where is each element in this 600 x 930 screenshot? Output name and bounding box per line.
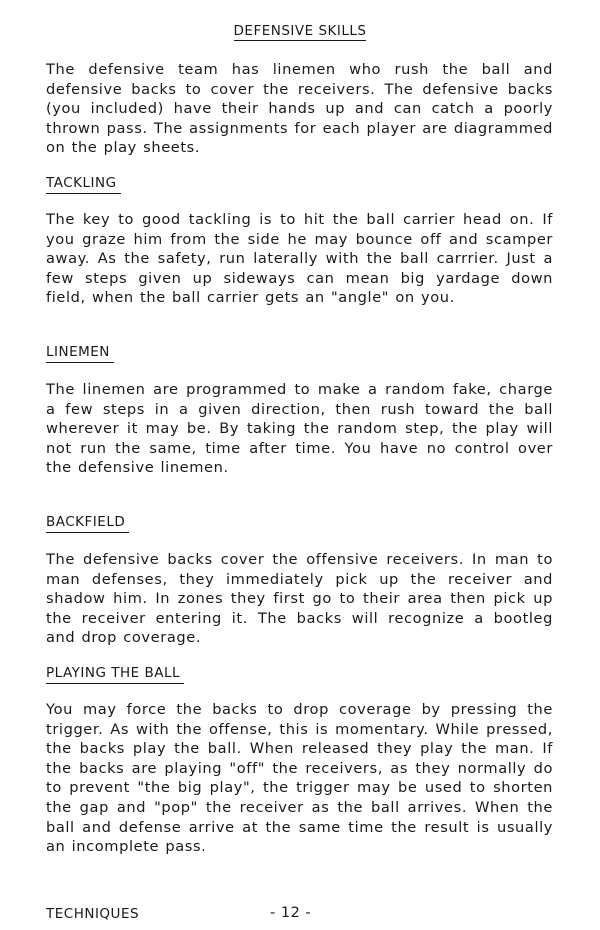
- linemen-paragraph: The linemen are programmed to make a random fake, charge a few steps in a given direction, then rush toward the ball wherever it may be. By taking the random step, the play will not run the same, time after time. You have no control over the defensive linemen.: [46, 381, 553, 477]
- section-heading-tackling: [46, 174, 121, 192]
- footer-page-number: - 12 -: [270, 905, 312, 921]
- section-heading-playing-the-ball: [46, 664, 184, 682]
- tackling-paragraph: The key to good tackling is to hit the ball carrier head on. If you graze him from the side he may bounce off and scamper away. As the safety, run laterally with the ball carrrier. Just a few steps given up sideways can mean big yardage down field, when the ball carrier gets an "angle" on you.: [46, 211, 553, 307]
- backfield-paragraph: The defensive backs cover the offensive receivers. In man to man defenses, they immediately pick up the receiver and shadow him. In zones they first go to their area then pick up the receiver entering it. The backs will recognize a bootleg and drop coverage.: [46, 551, 553, 647]
- section-heading-text: PLAYING THE BALL: [46, 665, 184, 684]
- section-heading-linemen: [46, 343, 114, 361]
- section-heading-text: BACKFIELD: [46, 514, 129, 533]
- playing-the-ball-paragraph: You may force the backs to drop coverage by pressing the trigger. As with the offense, this is momentary. While pressed, the backs play the ball. When released they play the man. If the backs are playing "off" the receivers, as they normally do to prevent "the big play", the trigger may be used to shorten the gap and "pop" the receiver as the ball arrives. When the ball and defense arrive at the same time the result is usually an incomplete pass.: [46, 701, 553, 856]
- section-heading-backfield: [46, 513, 129, 531]
- intro-paragraph: The defensive team has linemen who rush the ball and defensive backs to cover the receivers. The defensive backs (you included) have their hands up and can catch a poorly thrown pass. The assignments for each player are diagrammed on the play sheets.: [46, 61, 553, 157]
- section-heading-text: LINEMEN: [46, 344, 114, 363]
- footer-section-name: TECHNIQUES: [46, 906, 140, 922]
- section-heading-text: TACKLING: [46, 175, 121, 194]
- page-title: [0, 22, 600, 40]
- page-title-text: DEFENSIVE SKILLS: [233, 23, 367, 39]
